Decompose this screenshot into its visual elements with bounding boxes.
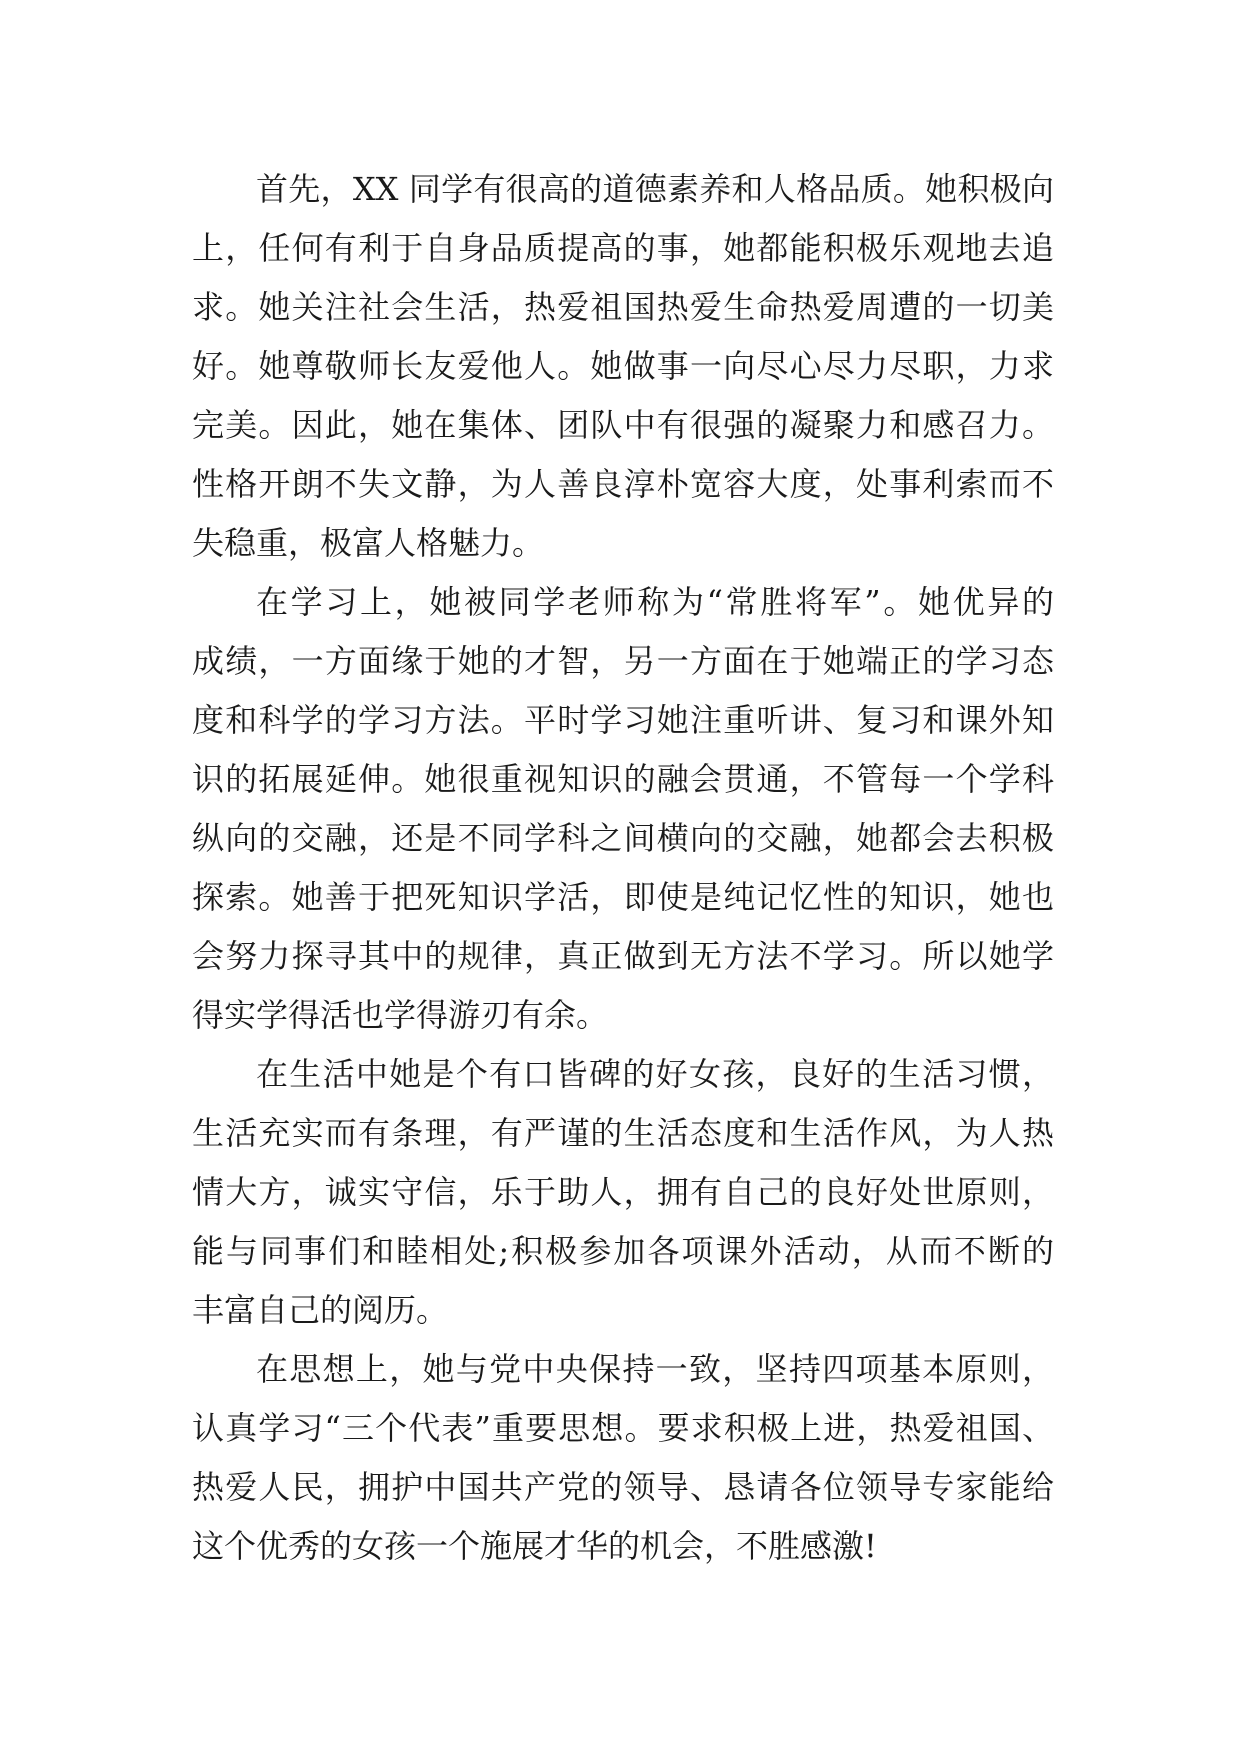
text-line: 上，任何有利于自身品质提高的事，她都能积极乐观地去追 — [192, 229, 1054, 267]
text-line: 纵向的交融，还是不同学科之间横向的交融，她都会去积极 — [192, 819, 1054, 857]
paragraph-3 — [192, 1045, 1054, 1340]
text-line: 识的拓展延伸。她很重视知识的融会贯通，不管每一个学科 — [192, 760, 1054, 798]
paragraph-2 — [192, 573, 1054, 1045]
text-line: 在思想上，她与党中央保持一致，坚持四项基本原则， — [256, 1350, 1054, 1388]
text-line: 热爱人民，拥护中国共产党的领导、恳请各位领导专家能给 — [192, 1468, 1054, 1506]
text-line: 生活充实而有条理，有严谨的生活态度和生活作风，为人热 — [192, 1114, 1054, 1152]
text-line: 能与同事们和睦相处;积极参加各项课外活动，从而不断的 — [192, 1232, 1054, 1270]
document-body — [192, 160, 1054, 1576]
text-line: 丰富自己的阅历。 — [192, 1291, 449, 1329]
text-line: 情大方，诚实守信，乐于助人，拥有自己的良好处世原则， — [192, 1173, 1054, 1211]
text-line: 好。她尊敬师长友爱他人。她做事一向尽心尽力尽职，力求 — [192, 347, 1054, 385]
text-line: 失稳重，极富人格魅力。 — [192, 524, 545, 562]
text-line: 会努力探寻其中的规律，真正做到无方法不学习。所以她学 — [192, 937, 1054, 975]
text-line: 在生活中她是个有口皆碑的好女孩，良好的生活习惯， — [256, 1055, 1054, 1093]
text-line: 得实学得活也学得游刃有余。 — [192, 996, 609, 1034]
text-line: 认真学习“三个代表”重要思想。要求积极上进，热爱祖国、 — [192, 1409, 1054, 1447]
text-line: 成绩，一方面缘于她的才智，另一方面在于她端正的学习态 — [192, 642, 1054, 680]
paragraph-4 — [192, 1340, 1054, 1576]
text-line: 完美。因此，她在集体、团队中有很强的凝聚力和感召力。 — [192, 406, 1054, 444]
text-line: 性格开朗不失文静，为人善良淳朴宽容大度，处事利索而不 — [192, 465, 1054, 503]
text-line: 首先，XX 同学有很高的道德素养和人格品质。她积极向 — [256, 170, 1054, 208]
text-line: 度和科学的学习方法。平时学习她注重听讲、复习和课外知 — [192, 701, 1054, 739]
paragraph-1 — [192, 160, 1054, 573]
text-line: 探索。她善于把死知识学活，即使是纯记忆性的知识，她也 — [192, 878, 1054, 916]
text-line: 这个优秀的女孩一个施展才华的机会，不胜感激! — [192, 1527, 877, 1565]
text-line: 求。她关注社会生活，热爱祖国热爱生命热爱周遭的一切美 — [192, 288, 1054, 326]
text-line: 在学习上，她被同学老师称为“常胜将军”。她优异的 — [256, 583, 1054, 621]
